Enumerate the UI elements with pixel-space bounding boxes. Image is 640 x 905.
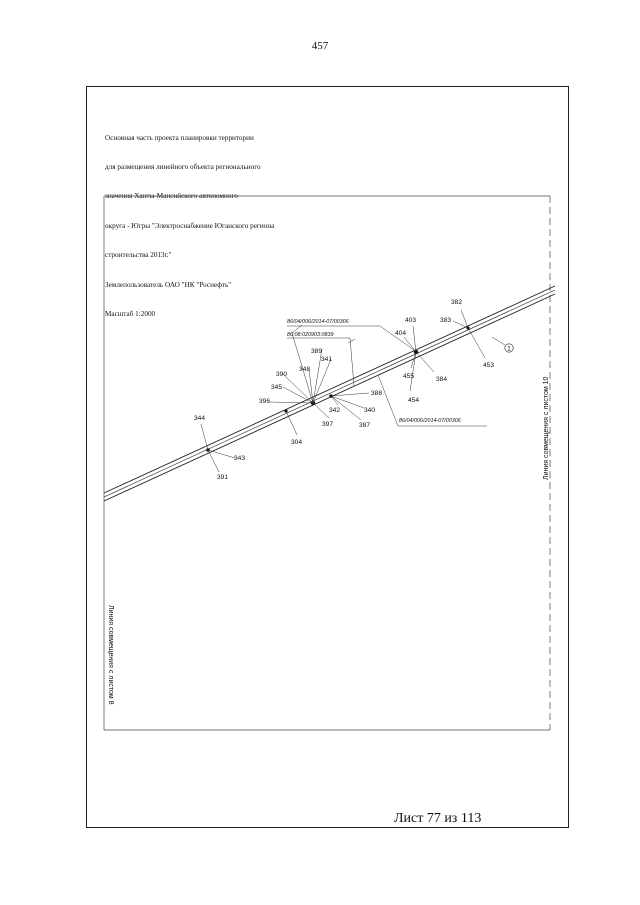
title-line: Основная часть проекта планировки территории (105, 133, 254, 142)
point-label: 453 (483, 362, 495, 369)
point-label: 389 (311, 348, 323, 355)
page-number: 457 (311, 40, 329, 52)
point-label: 382 (451, 299, 463, 306)
point-label: 383 (440, 317, 452, 324)
point-label: 348 (299, 366, 311, 373)
match-line-right-label: Линия совмещения с листом 10 (543, 376, 550, 480)
cadastral-number-a: 86/04/006/2014-07/00306 (287, 319, 349, 325)
title-line: для размещения линейного объекта регионального (105, 162, 261, 171)
survey-markers (206, 326, 469, 451)
point-label: 403 (405, 317, 417, 324)
match-line-left-label: Линия совмещения с листом 8 (107, 605, 114, 705)
point-label: 387 (359, 422, 371, 429)
point-label: 404 (395, 330, 407, 337)
point-label: 343 (234, 455, 246, 462)
point-label: 384 (436, 376, 448, 383)
cadastral-number-b: 86:08:020903:0839 (287, 332, 334, 338)
point-label: 397 (322, 421, 334, 428)
point-label: 342 (329, 407, 341, 414)
corridor-edge-top (104, 286, 555, 493)
point-label: 388 (371, 390, 383, 397)
title-line: значения Ханты-Мансийского автономного (105, 192, 238, 201)
point-label: 396 (259, 398, 271, 405)
circle-marker-label: 1 (507, 345, 511, 353)
point-label: 340 (364, 407, 376, 414)
cadastral-number-c: 86/04/006/2014-07/00306 (399, 418, 461, 424)
point-labels (194, 299, 494, 481)
point-label: 345 (271, 384, 283, 391)
point-label: 304 (291, 439, 303, 446)
sheet-number: Лист 77 из 113 (394, 811, 482, 826)
point-label: 390 (276, 371, 288, 378)
title-line: Землепользователь ОАО "НК "Роснефть" (105, 280, 232, 289)
scale-label: Масштаб 1:2000 (105, 309, 156, 318)
point-label: 454 (408, 397, 420, 404)
point-label: 341 (321, 356, 333, 363)
title-line: строительства 2013г." (105, 251, 172, 260)
point-label: 344 (194, 415, 206, 422)
point-label: 391 (217, 474, 229, 481)
corridor-edge-bottom (104, 294, 555, 501)
title-line: округа - Югры "Электроснабжение Юганского региона (105, 221, 275, 230)
point-label: 455 (403, 373, 415, 380)
